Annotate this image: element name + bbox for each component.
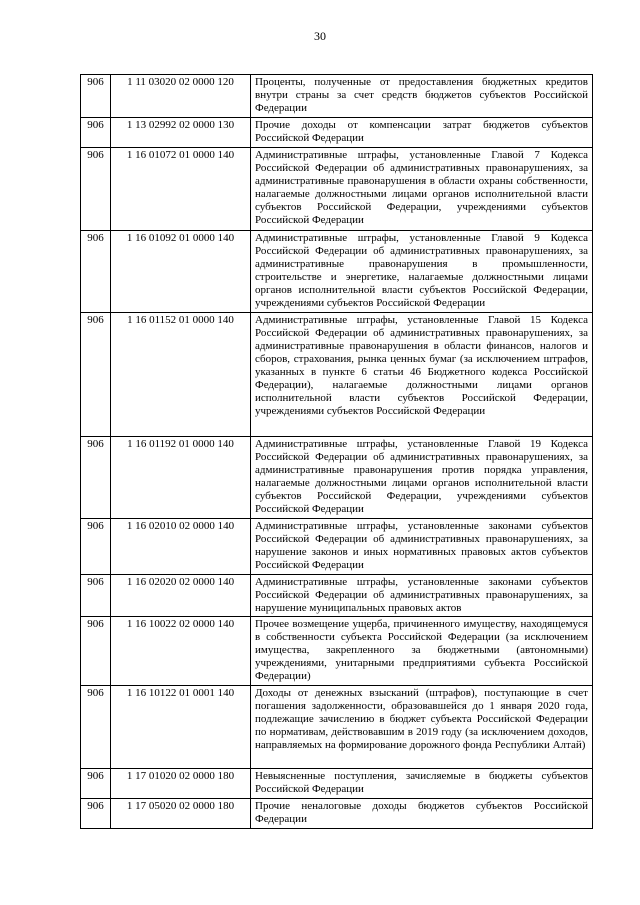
page-number: 30 [314,29,326,43]
table-row [81,769,593,799]
table-row [81,437,593,519]
table-row [81,519,593,575]
budget-code-cell: 1 16 10022 02 0000 140 [111,617,251,686]
budget-code-cell: 1 16 01072 01 0000 140 [111,148,251,231]
budget-code-cell: 1 11 03020 02 0000 120 [111,75,251,118]
budget-code-cell: 1 16 01152 01 0000 140 [111,313,251,437]
admin-code-cell: 906 [81,769,111,799]
revenue-name-cell: Прочее возмещение ущерба, причиненного имуществу, находящемуся в собственности субъекта Российской Федерации (за исключением имущества, закрепленного за бюджетными (автономными) учреждениями, унитарными предприятиями субъекта Российской Федерации) [251,617,593,686]
budget-code-cell: 1 17 01020 02 0000 180 [111,769,251,799]
admin-code-cell: 906 [81,231,111,313]
admin-code-cell: 906 [81,799,111,829]
revenue-name-cell: Прочие доходы от компенсации затрат бюджетов субъектов Российской Федерации [251,118,593,148]
budget-code-cell: 1 16 10122 01 0001 140 [111,686,251,769]
revenue-name-cell: Административные штрафы, установленные Главой 7 Кодекса Российской Федерации об административных правонарушениях, за административные правонарушения в области охраны собственности, налагаемые должностными лицами органов исполнительной власти субъектов Российской Федерации, учреждениями субъектов Российской Федерации [251,148,593,231]
budget-code-cell: 1 13 02992 02 0000 130 [111,118,251,148]
admin-code-cell: 906 [81,617,111,686]
admin-code-cell: 906 [81,118,111,148]
budget-code-cell: 1 16 01092 01 0000 140 [111,231,251,313]
revenue-name-cell: Административные штрафы, установленные законами субъектов Российской Федерации об административных правонарушениях, за нарушение законов и иных нормативных правовых актов субъектов Российской Федерации [251,519,593,575]
table-row [81,231,593,313]
revenue-classification-table [80,74,593,829]
revenue-name-cell: Проценты, полученные от предоставления бюджетных кредитов внутри страны за счет средств бюджетов субъектов Российской Федерации [251,75,593,118]
table-row [81,313,593,437]
admin-code-cell: 906 [81,148,111,231]
budget-code-cell: 1 16 02020 02 0000 140 [111,575,251,617]
table-row [81,799,593,829]
table-row [81,118,593,148]
admin-code-cell: 906 [81,437,111,519]
revenue-name-cell: Административные штрафы, установленные Главой 15 Кодекса Российской Федерации об административных правонарушениях, за административные правонарушения в области финансов, налогов и сборов, страхования, рынка ценных бумаг (за исключением штрафов, указанных в пункте 6 статьи 46 Бюджетного кодекса Российской Федерации), налагаемые должностными лицами органов исполнительной власти субъектов Российской Федерации, учреждениями субъектов Российской Федерации [251,313,593,437]
budget-code-cell: 1 17 05020 02 0000 180 [111,799,251,829]
table-row [81,686,593,769]
admin-code-cell: 906 [81,75,111,118]
budget-code-cell: 1 16 02010 02 0000 140 [111,519,251,575]
revenue-name-cell: Невыясненные поступления, зачисляемые в бюджеты субъектов Российской Федерации [251,769,593,799]
admin-code-cell: 906 [81,519,111,575]
revenue-name-cell: Административные штрафы, установленные законами субъектов Российской Федерации об административных правонарушениях, за нарушение муниципальных правовых актов [251,575,593,617]
table-row [81,617,593,686]
admin-code-cell: 906 [81,313,111,437]
budget-code-cell: 1 16 01192 01 0000 140 [111,437,251,519]
table-row [81,148,593,231]
table-row [81,75,593,118]
admin-code-cell: 906 [81,575,111,617]
admin-code-cell: 906 [81,686,111,769]
revenue-name-cell: Прочие неналоговые доходы бюджетов субъектов Российской Федерации [251,799,593,829]
revenue-name-cell: Административные штрафы, установленные Главой 19 Кодекса Российской Федерации об административных правонарушениях, за административные правонарушения против порядка управления, налагаемые должностными лицами органов исполнительной власти субъектов Российской Федерации, учреждениями субъектов Российской Федерации [251,437,593,519]
revenue-name-cell: Административные штрафы, установленные Главой 9 Кодекса Российской Федерации об административных правонарушениях, за административные правонарушения в промышленности, строительстве и энергетике, налагаемые должностными лицами органов исполнительной власти субъектов Российской Федерации, учреждениями субъектов Российской Федерации [251,231,593,313]
table-row [81,575,593,617]
revenue-name-cell: Доходы от денежных взысканий (штрафов), поступающие в счет погашения задолженности, образовавшейся до 1 января 2020 года, подлежащие зачислению в бюджет субъекта Российской Федерации по нормативам, действовавшим в 2019 году (за исключением доходов, направляемых на формирование дорожного фонда Республики Алтай) [251,686,593,769]
